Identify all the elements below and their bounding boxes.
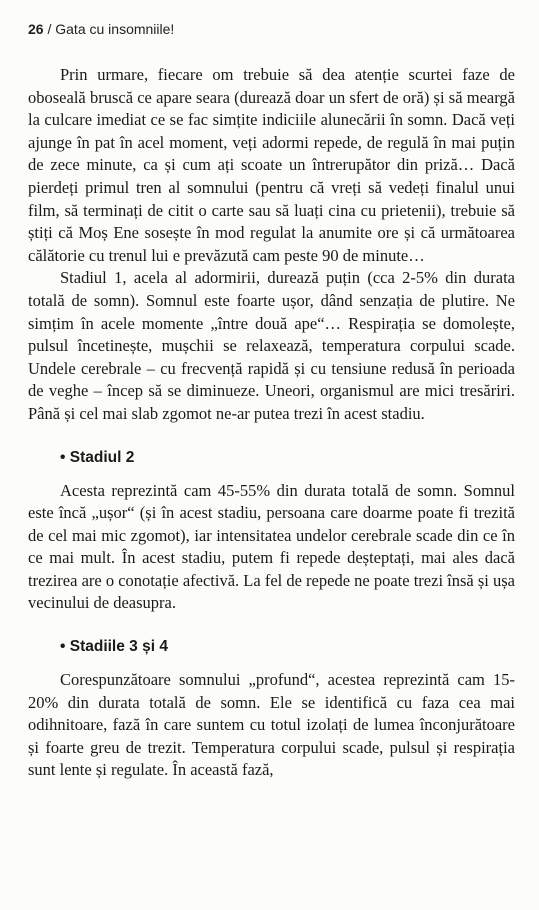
paragraph: Corespunzătoare somnului „profund“, acestea reprezintă cam 15-20% din durata totală de somn. Ele se identifică cu faza cea mai odihnitoare, fază în care suntem cu totul izolați de lumea înconjurătoare și foarte greu de trezit. Temperatura corpului scade, pulsul și respirația sunt lente și regulate. În această fază, bbox=[28, 670, 515, 780]
book-title: Gata cu insomniile! bbox=[55, 21, 175, 37]
book-page bbox=[28, 18, 515, 782]
paragraph: Prin urmare, fiecare om trebuie să dea atenție scurtei faze de oboseală bruscă ce apare seara (durează doar un sfert de oră) și să meargă la culcare imediat ce se fac simțite indiciile alunecării în somn. Dacă veți ajunge în pat în acel moment, veți adormi repede, de regulă în mai puțin de zece minute, ca și cum ați scoate un întrerupător din priză… Dacă pierdeți primul tren al somnului (pentru că vreți să vedeți finalul unui film, să terminați de citit o carte sau să luați cina cu prietenii), trebuie să știți că Moș Ene sosește în mod regulat la anumite ore și că următoarea călătorie cu trenul lui e prevăzută cam peste 90 de minute… bbox=[28, 65, 515, 265]
paragraph: Stadiul 1, acela al adormirii, durează puțin (cca 2-5% din durata totală de somn). Somnul este foarte ușor, dând senzația de plutire. Ne simțim în acele momente „între două ape“… Respirația se domolește, pulsul încetinește, mușchii se relaxează, temperatura corpului scade. Undele cerebrale – cu frecvență rapidă și cu tensiune redusă în perioada de veghe – încep să se diminueze. Uneori, organismul are mici tresăriri. Până și cel mai slab zgomot ne-ar putea trezi în acest stadiu. bbox=[28, 268, 515, 423]
running-header bbox=[28, 18, 515, 40]
paragraph: Acesta reprezintă cam 45-55% din durata totală de somn. Somnul este încă „ușor“ (și în acest stadiu, persoana care doarme poate fi trezită de cel mai mic zgomot), iar intensitatea undelor cerebrale scade din ce în ce mai mult. În acest stadiu, putem fi repede deșteptați, mai ales dacă trezirea are o conotație afectivă. La fel de repede ne poate trezi însă și ușa vecinului de deasupra. bbox=[28, 480, 515, 613]
header-separator: / bbox=[47, 21, 52, 37]
page-number: 26 bbox=[28, 21, 44, 37]
page-body bbox=[28, 64, 515, 782]
section-heading: • Stadiile 3 și 4 bbox=[60, 638, 168, 656]
section-heading: • Stadiul 2 bbox=[60, 448, 135, 466]
